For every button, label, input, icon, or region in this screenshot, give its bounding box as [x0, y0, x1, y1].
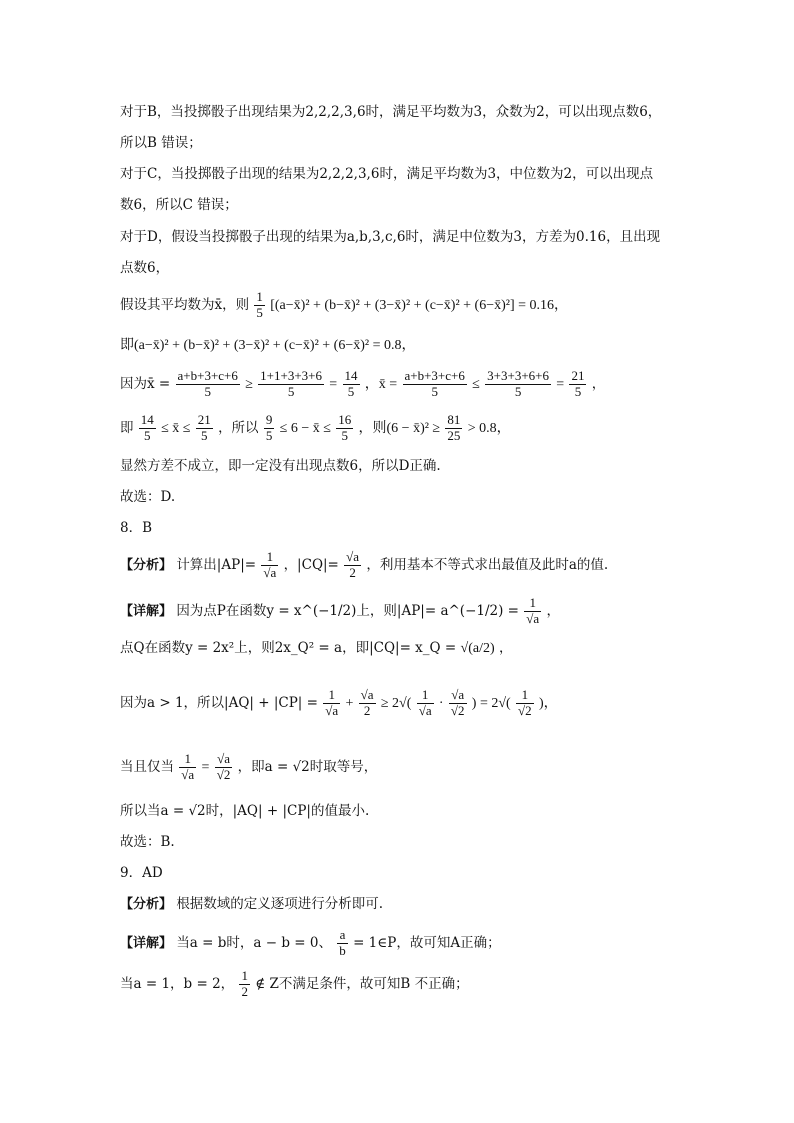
numerator: 1 — [323, 688, 340, 704]
math-span: )， — [538, 695, 558, 711]
text-line: 所以B 错误； — [120, 135, 202, 151]
fraction — [359, 688, 376, 719]
denominator: √a — [263, 564, 277, 580]
denominator: 5 — [341, 427, 348, 443]
text-line: 故选：B. — [120, 834, 175, 850]
numerator: 81 — [447, 412, 461, 427]
text-span: 因为x̄ = — [120, 375, 171, 392]
detail-label: 【详解】 — [120, 935, 173, 951]
text-span: 计算出|AP|= — [176, 556, 257, 573]
denominator: 5 — [514, 383, 522, 399]
case-line — [120, 969, 690, 1000]
fraction — [258, 369, 324, 400]
analysis-line — [120, 896, 690, 913]
detail-label: 【详解】 — [120, 603, 173, 619]
fraction — [524, 596, 541, 627]
numerator: 16 — [338, 412, 352, 427]
text-span: 点Q在函数y = 2x²上，则2x_Q² = a，即|CQ|= x_Q = — [120, 640, 457, 656]
text-span: 当a = 1，b = 2， — [120, 975, 235, 992]
denominator: √2 — [216, 766, 231, 782]
fraction — [343, 369, 360, 400]
math-span: · — [438, 695, 444, 711]
text-span: 根据数域的定义逐项进行分析即可. — [176, 896, 384, 912]
denominator: b — [339, 942, 346, 958]
denominator: 5 — [201, 427, 208, 443]
text-span: ，利用基本不等式求出最值及此时a的值. — [366, 556, 609, 573]
denominator: 5 — [144, 427, 151, 443]
detail-line — [120, 596, 690, 627]
numerator: 1 — [241, 968, 248, 983]
denominator: √2 — [518, 702, 532, 718]
analysis-label: 【分析】 — [120, 897, 173, 912]
fraction — [264, 413, 275, 444]
fraction — [569, 369, 586, 400]
text-span: 因为点P在函数y = x^(−1/2)上，则|AP|= a^(−1/2) = — [176, 602, 519, 619]
math-span: = — [329, 376, 338, 392]
text-span: ， — [498, 640, 513, 656]
denominator: 2 — [241, 983, 248, 999]
inequality-line — [120, 688, 690, 719]
text-span: 假设其平均数为x̄，则 — [120, 296, 250, 313]
numerator: 9 — [265, 412, 273, 427]
fraction — [261, 550, 278, 581]
fraction — [196, 413, 213, 444]
numerator: a+b+3+c+6 — [404, 368, 465, 383]
math-span: ≥ — [245, 376, 253, 392]
analysis-line — [120, 550, 690, 581]
fraction — [417, 688, 434, 719]
numerator: 1 — [417, 688, 434, 704]
fraction — [445, 413, 462, 444]
text-span: ∉ Z不满足条件，故可知B 不正确； — [255, 975, 469, 992]
fraction — [215, 752, 233, 783]
text-line: 故选：D. — [120, 489, 176, 505]
fraction — [179, 752, 196, 783]
text-span: ，|CQ|= — [283, 556, 339, 573]
numerator: 1 — [179, 752, 196, 768]
numerator: √a — [360, 687, 374, 702]
point-q-line — [120, 640, 690, 658]
question-number: 9．AD — [120, 865, 163, 881]
equality-line — [120, 752, 690, 783]
fraction — [516, 688, 534, 719]
text-line: 即(a−x̄)² + (b−x̄)² + (3−x̄)² + (c−x̄)² + (6−x̄)² = 0.8， — [120, 338, 416, 353]
numerator: 1+1+3+3+6 — [260, 368, 322, 383]
numerator: 21 — [197, 412, 211, 427]
fraction — [139, 413, 156, 444]
text-line: 对于B，当投掷骰子出现结果为2,2,2,3,6时，满足平均数为3，众数为2，可以出现点数6， — [120, 104, 662, 120]
numerator: √a — [449, 688, 467, 704]
math-span: ≤ x̄ ≤ — [161, 420, 191, 436]
math-span: + — [345, 695, 354, 711]
math-span: [(a−x̄)² + (b−x̄)² + (3−x̄)² + (c−x̄)² + (6−x̄)²] = 0.16， — [270, 297, 569, 313]
fraction — [336, 413, 353, 444]
math-span: ≤ — [472, 376, 480, 392]
denominator: 5 — [256, 304, 263, 320]
denominator: √a — [181, 766, 195, 782]
numerator: 14 — [140, 412, 154, 427]
numerator: a+b+3+c+6 — [177, 368, 238, 383]
denominator: √2 — [450, 702, 465, 718]
denominator: 5 — [204, 383, 211, 399]
math-span: ) = 2√( — [471, 695, 511, 711]
numerator: 3+3+3+6+6 — [487, 368, 549, 383]
mean-bounds-line — [120, 369, 690, 400]
variance-equation — [120, 290, 690, 321]
denominator: √a — [418, 702, 432, 718]
numerator: 1 — [516, 688, 534, 704]
numerator: a — [337, 928, 348, 944]
denominator: 5 — [265, 427, 273, 443]
fraction — [403, 369, 467, 400]
fraction — [449, 688, 467, 719]
numerator: 21 — [571, 368, 585, 383]
range-line — [120, 413, 690, 444]
text-span: 当且仅当 — [120, 758, 174, 775]
math-span: √(a/2) — [460, 641, 495, 656]
text-span: 因为a > 1，所以|AQ| + |CP| = — [120, 694, 318, 711]
math-span: = — [556, 376, 565, 392]
math-span: ，则(6 − x̄)² ≥ — [358, 420, 441, 436]
fraction — [337, 928, 348, 959]
numerator: 1 — [261, 550, 278, 566]
text-span: ， — [546, 602, 560, 619]
text-line: 点数6， — [120, 260, 170, 276]
text-line: 所以当a = √2时，|AQ| + |CP|的值最小. — [120, 803, 370, 819]
fraction — [176, 369, 240, 400]
numerator: 1 — [524, 596, 541, 612]
denominator: 5 — [431, 383, 438, 399]
math-span: > 0.8， — [467, 420, 511, 436]
text-line: 对于D，假设当投掷骰子出现的结果为a,b,3,c,6时，满足中位数为3，方差为0.16，且出现 — [120, 229, 661, 245]
text-span: ， — [591, 375, 606, 392]
text-span: ，所以 — [218, 419, 259, 436]
numerator: 1 — [256, 289, 263, 304]
text-span: = 1∈P，故可知A正确； — [353, 934, 501, 951]
denominator: 25 — [447, 427, 461, 443]
text-span: 即 — [120, 419, 134, 436]
numerator: √a — [215, 752, 233, 768]
fraction — [485, 369, 551, 400]
numerator: √a — [346, 549, 360, 564]
detail-line — [120, 928, 690, 959]
denominator: 2 — [349, 564, 356, 580]
text-line: 对于C，当投掷骰子出现的结果为2,2,2,3,6时，满足平均数为3，中位数为2，可以出现点 — [120, 166, 654, 182]
math-span: ≤ 6 − x̄ ≤ — [279, 420, 331, 436]
fraction — [254, 290, 265, 321]
text-span: 当a = b时，a − b = 0、 — [176, 934, 332, 951]
denominator: √a — [526, 610, 540, 626]
fraction — [239, 969, 250, 1000]
fraction — [344, 550, 361, 581]
math-span: = — [201, 759, 210, 775]
denominator: 2 — [363, 702, 371, 718]
question-number: 8．B — [120, 520, 153, 536]
math-span: ≥ 2√( — [380, 695, 412, 711]
denominator: 5 — [347, 383, 355, 399]
text-line: 显然方差不成立，即一定没有出现点数6，所以D正确. — [120, 458, 441, 474]
analysis-label: 【分析】 — [120, 557, 173, 573]
math-span: ，x̄ = — [364, 376, 398, 392]
fraction — [323, 688, 340, 719]
text-span: ，即a = √2时取等号， — [237, 758, 378, 775]
denominator: 5 — [574, 383, 582, 399]
numerator: 14 — [344, 368, 358, 383]
denominator: 5 — [287, 383, 295, 399]
text-line: 数6，所以C 错误； — [120, 197, 238, 213]
denominator: √a — [325, 702, 339, 718]
